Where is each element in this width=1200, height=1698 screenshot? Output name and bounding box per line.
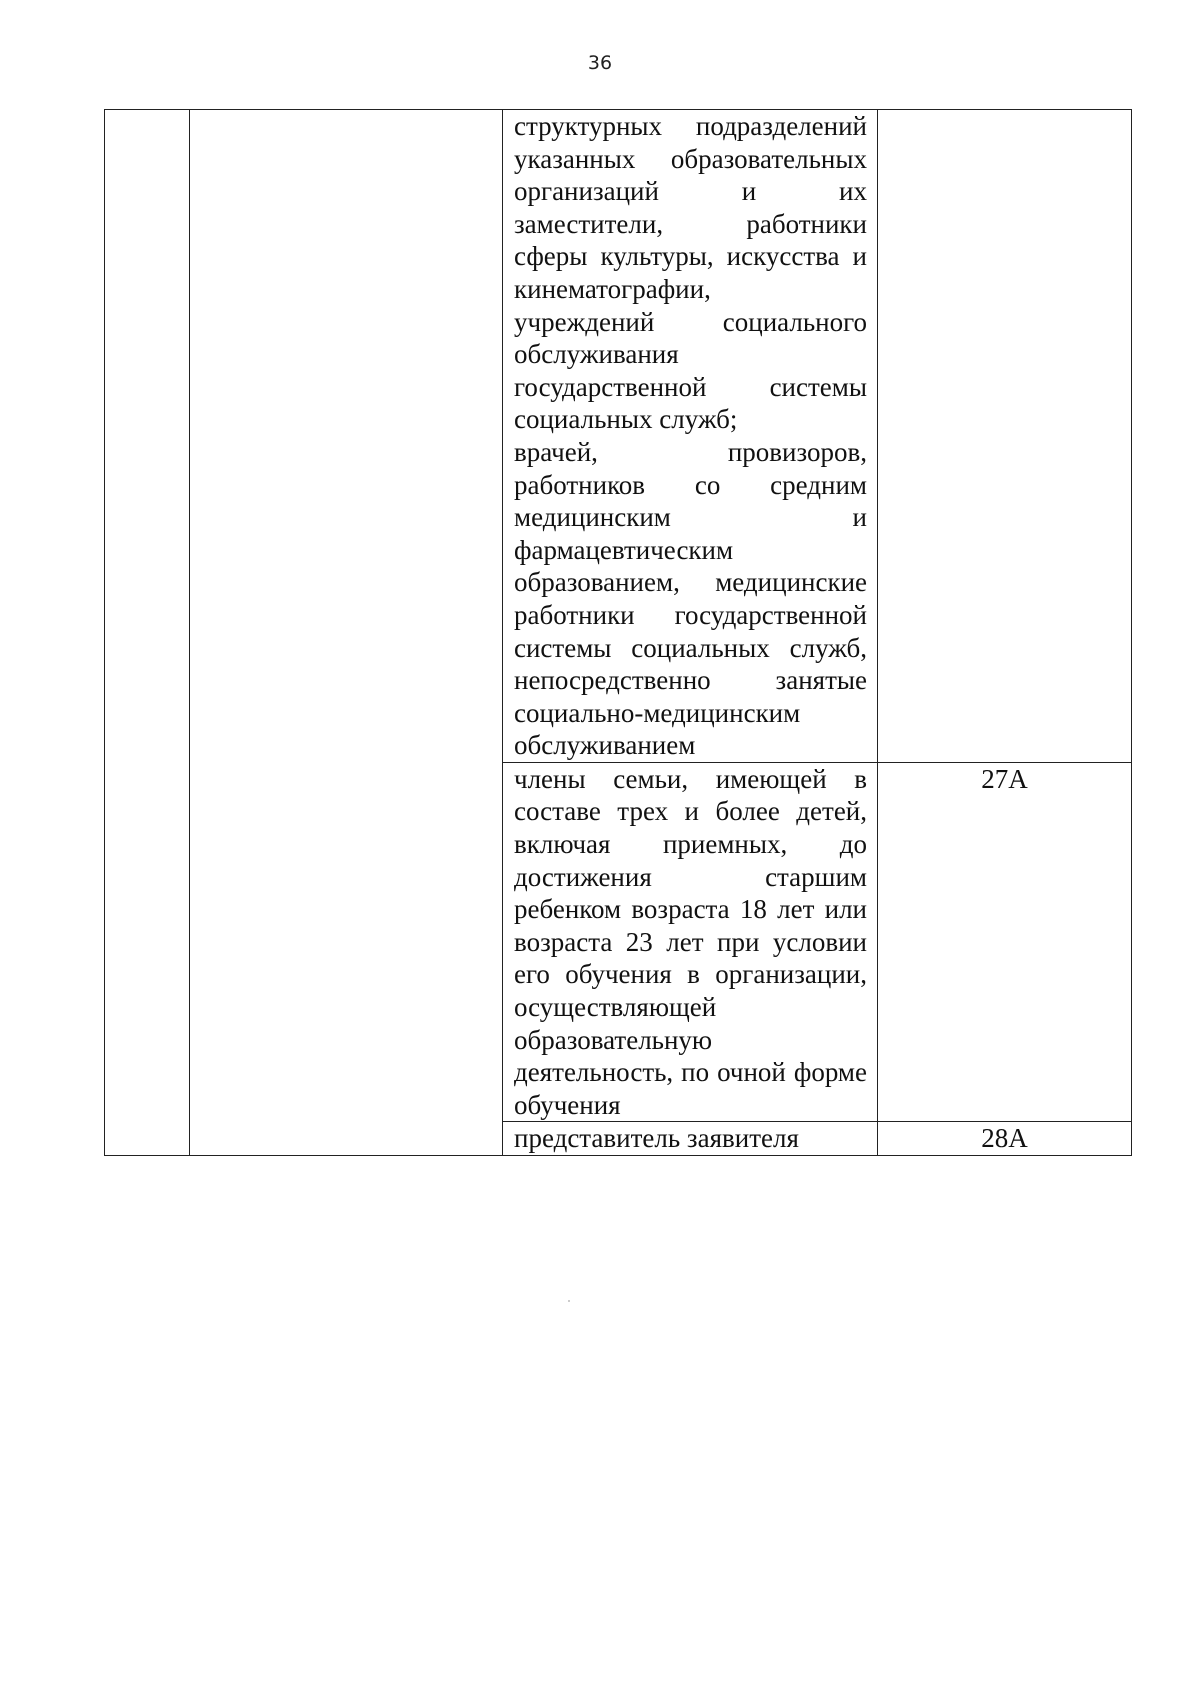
category-text: учреждений социального обслуживания государственной системы социальных служб;	[514, 306, 867, 435]
page-number: 36	[587, 52, 613, 74]
code-cell: 27А	[878, 762, 1132, 1122]
category-text: врачей, провизоров, работников со средним медицинским и фармацевтическим образованием, медицинские работники государственной системы социальных служб, непосредственно занятые социально-медицинским обслуживанием	[514, 436, 867, 761]
category-cell	[503, 1122, 878, 1156]
name-cell	[190, 110, 503, 1156]
category-cell	[503, 110, 878, 763]
category-text: члены семьи, имеющей в составе трех и более детей, включая приемных, до достижения старшим ребенком возраста 18 лет или возраста 23 лет при условии его обучения в организации, осуществляющей образовательную деятельность, по очной форме обучения	[514, 763, 867, 1120]
number-cell	[105, 110, 190, 1156]
document-table	[104, 109, 1132, 1156]
code-cell	[878, 110, 1132, 763]
table-row	[105, 110, 1132, 763]
category-text: представитель заявителя	[514, 1123, 799, 1154]
scan-speck	[568, 1300, 570, 1302]
code-cell: 28А	[878, 1122, 1132, 1156]
category-text: структурных подразделений указанных образовательных организаций и их заместители, работники сферы культуры, искусства и кинематографии,	[514, 111, 867, 304]
category-cell	[503, 762, 878, 1122]
